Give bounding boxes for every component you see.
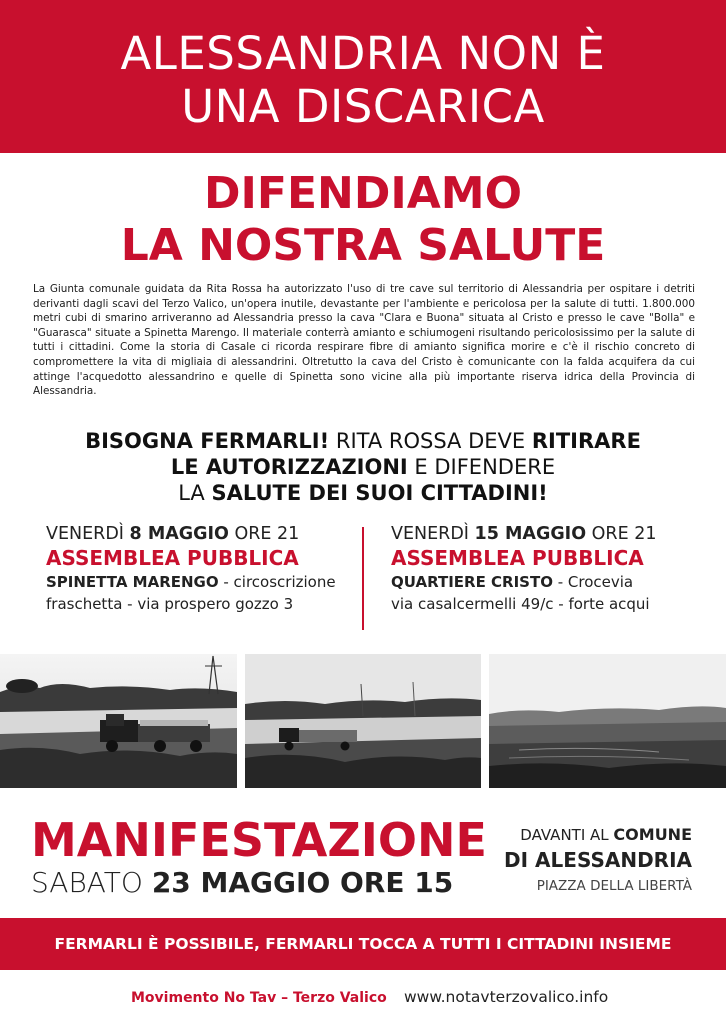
event-place-bold: SPINETTA MARENGO xyxy=(46,573,219,591)
event-place xyxy=(391,571,656,593)
event-cristo xyxy=(391,523,656,615)
event-date-bold: 8 MAGGIO xyxy=(129,524,229,544)
top-banner xyxy=(0,0,726,153)
demonstration-title: MANIFESTAZIONE xyxy=(31,813,487,867)
event-time: ORE 21 xyxy=(586,524,657,544)
quarry-field-photo xyxy=(489,654,726,788)
event-place xyxy=(46,571,336,593)
event-time: ORE 21 xyxy=(228,524,300,544)
quarry-trucks-photo xyxy=(0,654,237,788)
demonstration-date-time: 23 MAGGIO ORE 15 xyxy=(151,866,454,899)
demonstration-day: SABATO xyxy=(31,866,152,899)
event-day: VENERDÌ xyxy=(391,524,475,544)
call-regular-d: LA xyxy=(178,481,212,505)
demonstration-where-line3: PIAZZA DELLA LIBERTÀ xyxy=(536,878,692,894)
event-title: ASSEMBLEA PUBBLICA xyxy=(391,546,644,570)
call-bold-c: LE AUTORIZZAZIONI xyxy=(170,455,408,479)
event-place-rest: - circoscrizione xyxy=(218,573,336,591)
call-to-action-line2 xyxy=(0,454,726,480)
event-spinetta xyxy=(46,523,336,615)
event-date xyxy=(391,523,656,545)
demonstration-where-line2: DI ALESSANDRIA xyxy=(504,848,692,872)
call-bold-b: RITIRARE xyxy=(531,429,641,453)
event-divider xyxy=(362,527,364,630)
footer-website[interactable]: www.notavterzovalico.info xyxy=(404,988,609,1006)
event-address: via casalcermelli 49/c - forte acqui xyxy=(391,595,650,613)
banner-title-line1: ALESSANDRIA NON È xyxy=(120,27,606,80)
event-day: VENERDÌ xyxy=(46,524,130,544)
demonstration-where-line1 xyxy=(520,824,692,846)
event-date-bold: 15 MAGGIO xyxy=(474,524,587,544)
event-title: ASSEMBLEA PUBBLICA xyxy=(46,546,299,570)
headline-line2: LA NOSTRA SALUTE xyxy=(120,220,606,271)
body-paragraph: La Giunta comunale guidata da Rita Rossa ha autorizzato l'uso di tre cave sul territorio di Alessandria per ospitare i detriti derivanti dagli scavi del Terzo Valico, un'opera inutile, devastante per l'ambiente e pericolosa per la salute di tutti. 1.800.000 metri cubi di smarino arriveranno ad Alessandria presso la cava "Clara e Buona" situata al Cristo e presso le cave "Bolla" e "Guarasca" situate a Spinetta Marengo. Il materiale conterrà amianto e schiumogeni risultando pericolosissimo per la salute di tutti i cittadini. Come la storia di Casale ci ricorda respirare fibre di amianto significa morire e c'è il rischio concreto di compromettere la vita di migliaia di alessandrini. Oltretutto la cava del Cristo è comunicante con la falda acquifera da cui attinge l'acquedotto alessandrino e quelle di Spinetta sono vicine alla più importante riserva idrica della Provincia di Alessandria. xyxy=(33,283,695,398)
call-regular-a: RITA ROSSA DEVE xyxy=(329,429,532,453)
call-to-action-line1 xyxy=(0,428,726,454)
call-bold-d: SALUTE DEI SUOI CITTADINI! xyxy=(211,481,548,505)
event-place-rest: - Crocevia xyxy=(552,573,634,591)
footer-organization: Movimento No Tav – Terzo Valico xyxy=(131,990,387,1006)
where-prefix: DAVANTI AL xyxy=(520,826,614,844)
event-place-bold: QUARTIERE CRISTO xyxy=(391,573,553,591)
headline-line1: DIFENDIAMO xyxy=(204,168,522,219)
quarry-excavation-photo xyxy=(245,654,481,788)
event-date xyxy=(46,523,336,545)
call-regular-c: E DIFENDERE xyxy=(407,455,556,479)
banner-title-line2: UNA DISCARICA xyxy=(181,80,545,133)
event-address: fraschetta - via prospero gozzo 3 xyxy=(46,595,294,613)
call-bold-a: BISOGNA FERMARLI! xyxy=(85,429,330,453)
demonstration-date xyxy=(31,866,453,900)
slogan-banner: FERMARLI È POSSIBILE, FERMARLI TOCCA A TUTTI I CITTADINI INSIEME xyxy=(0,918,726,970)
where-bold: COMUNE xyxy=(613,825,692,844)
call-to-action-line3 xyxy=(0,480,726,506)
